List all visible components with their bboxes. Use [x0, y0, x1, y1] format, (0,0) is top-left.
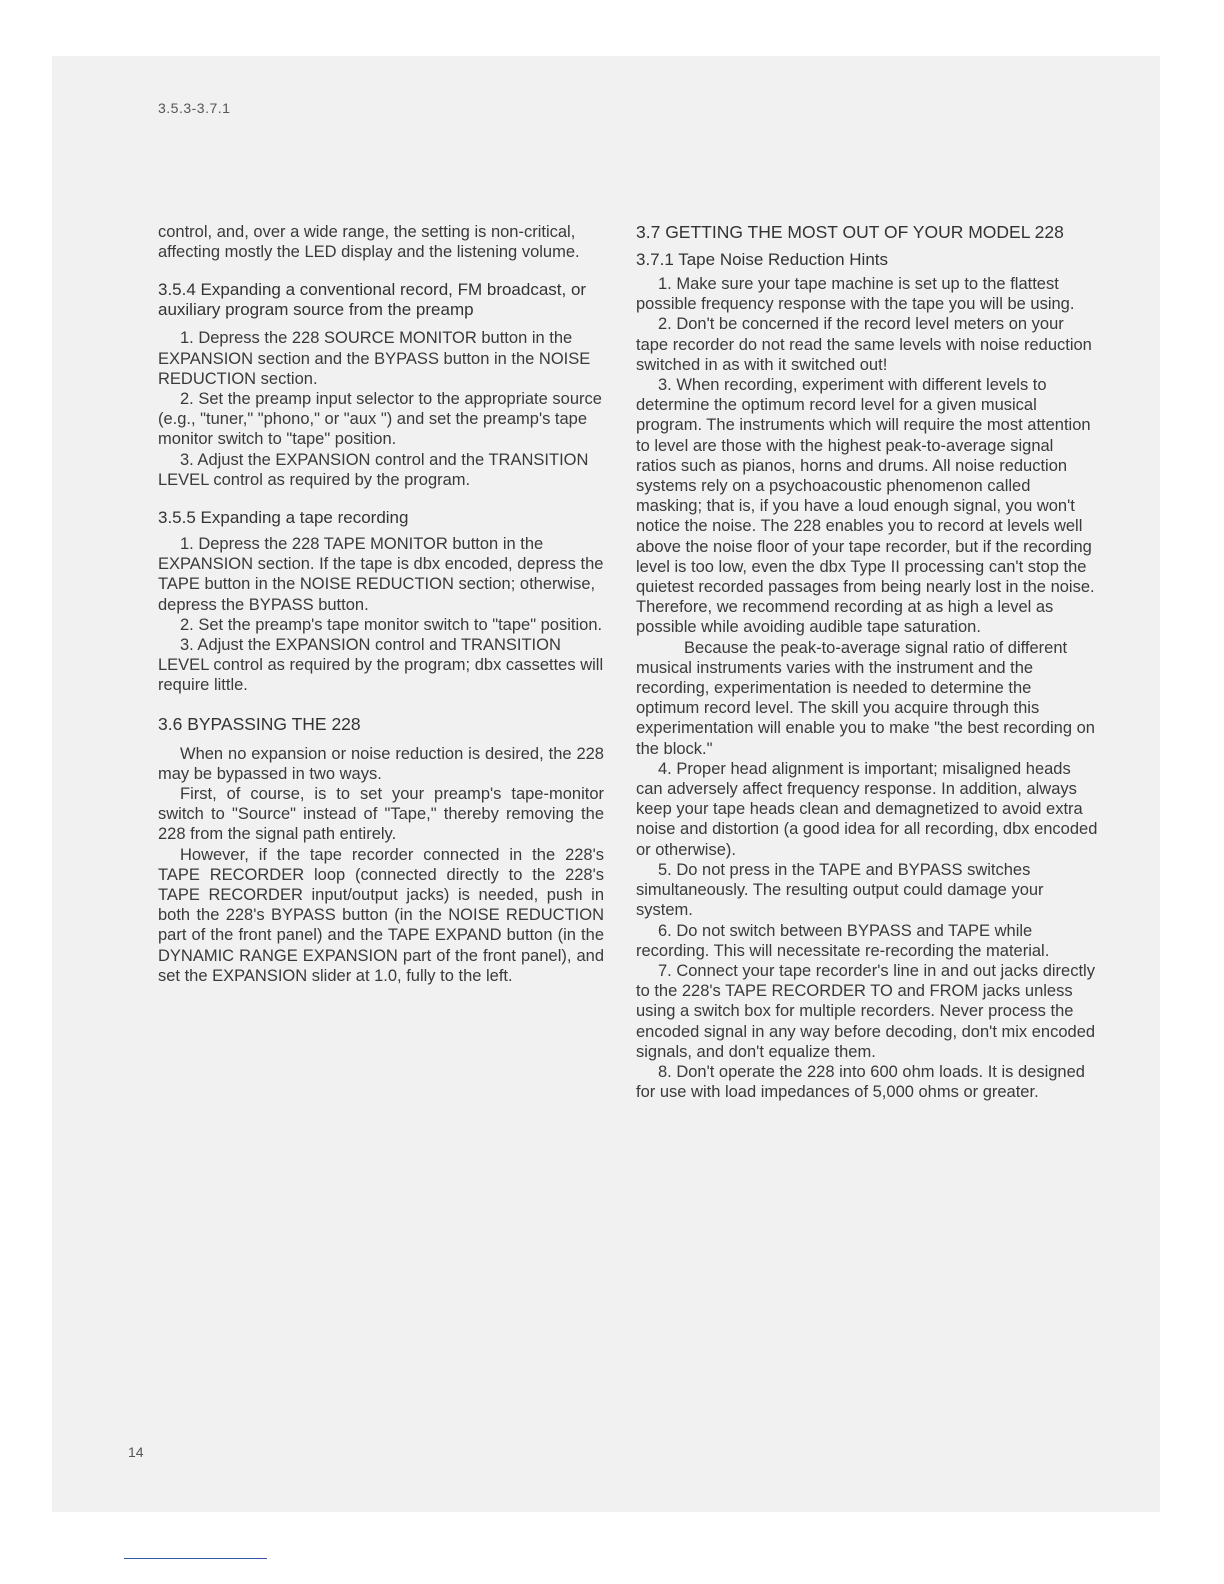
hint-paragraph: 8. Don't operate the 228 into 600 ohm loads. It is designed for use with load impedances of 5,000 ohms or greater. [636, 1062, 1085, 1102]
step-paragraph: 1. Depress the 228 TAPE MONITOR button in the EXPANSION section. If the tape is dbx encoded, depress the TAPE button in the NOISE REDUCTION section; otherwise, depress the BYPASS button. [158, 535, 604, 614]
section-reference: 3.5.3-3.7.1 [158, 100, 231, 116]
heading-3-6: 3.6 BYPASSING THE 228 [158, 713, 361, 734]
heading-3-7: 3.7 GETTING THE MOST OUT OF YOUR MODEL 228 [636, 222, 1064, 242]
step-paragraph: 1. Depress the 228 SOURCE MONITOR button in the EXPANSION section and the BYPASS button in the NOISE REDUCTION section. [158, 329, 591, 388]
left-column [158, 222, 604, 986]
step-paragraph: 3. Adjust the EXPANSION control and TRANSITION LEVEL control as required by the program; dbx cassettes will require little. [158, 636, 604, 695]
hint-paragraph: 3. When recording, experiment with different levels to determine the optimum record level for a given musical program. The instruments which will require the most attention to level are those with the highest peak-to-average signal ratios such as pianos, horns and drums. All noise reduction systems rely on a psychoacoustic phenomenon called masking; that is, if you have a loud enough signal, you won't notice the noise. The 228 enables you to record at levels well above the noise floor of your tape recorder, but if the recording level is too low, even the dbx Type II processing can't stop the quietest recorded passages from being nearly lost in the noise. Therefore, we recommend recording at as high a level as possible while avoiding audible tape saturation. [636, 376, 1095, 637]
heading-3-5-5: 3.5.5 Expanding a tape recording [158, 508, 409, 528]
hint-paragraph: 5. Do not press in the TAPE and BYPASS switches simultaneously. The resulting output could damage your system. [636, 860, 1044, 920]
link-underline [124, 1558, 267, 1559]
body-paragraph: When no expansion or noise reduction is desired, the 228 may be bypassed in two ways. [158, 744, 604, 783]
hint-paragraph: 6. Do not switch between BYPASS and TAPE while recording. This will necessitate re-recording the material. [636, 921, 1050, 960]
intro-paragraph: control, and, over a wide range, the setting is non-critical, affecting mostly the LED display and the listening volume. [158, 223, 580, 262]
step-paragraph: 3. Adjust the EXPANSION control and the TRANSITION LEVEL control as required by the program. [158, 450, 589, 489]
body-paragraph: However, if the tape recorder connected in the 228's TAPE RECORDER loop (connected directly to the 228's TAPE RECORDER input/output jacks) is needed, push in both the 228's BYPASS button (in the NOISE REDUCTION part of the front panel) and the TAPE EXPAND button (in the DYNAMIC RANGE EXPANSION part of the front panel), and set the EXPANSION slider at 1.0, fully to the left. [158, 845, 604, 985]
heading-3-7-1: 3.7.1 Tape Noise Reduction Hints [636, 250, 889, 269]
hint-paragraph: 4. Proper head alignment is important; misaligned heads can adversely affect frequency response. In addition, always keep your tape heads clean and demagnetized to avoid extra noise and distortion (a good idea for all recording, dbx encoded or otherwise). [636, 759, 1098, 859]
right-column [636, 222, 1098, 1102]
step-paragraph: 2. Set the preamp input selector to the appropriate source (e.g., "tuner," "phono," or "aux ") and set the preamp's tape monitor switch to "tape" position. [158, 390, 602, 449]
heading-3-5-4: 3.5.4 Expanding a conventional record, FM broadcast, or auxiliary program source from the preamp [158, 280, 587, 320]
hint-paragraph: 7. Connect your tape recorder's line in and out jacks directly to the 228's TAPE RECORDER TO and FROM jacks unless using a switch box for multiple recorders. Never process the encoded signal in any way before decoding, don't mix encoded signals, and don't equalize them. [636, 961, 1096, 1061]
page-number: 14 [128, 1444, 144, 1460]
hint-paragraph: 1. Make sure your tape machine is set up to the flattest possible frequency response with the tape you will be using. [636, 275, 1075, 314]
hint-paragraph: 2. Don't be concerned if the record level meters on your tape recorder do not read the same levels with noise reduction switched in as with it switched out! [636, 315, 1092, 374]
hint-paragraph: Because the peak-to-average signal ratio of different musical instruments varies with the instrument and the recording, experimentation is needed to determine the optimum record level. The skill you acquire through this experimentation will enable you to make "the best recording on the block." [636, 638, 1095, 758]
step-paragraph: 2. Set the preamp's tape monitor switch to "tape" position. [180, 615, 603, 634]
body-paragraph: First, of course, is to set your preamp's tape-monitor switch to "Source" instead of "Tape," thereby removing the 228 from the signal path entirely. [158, 785, 604, 844]
